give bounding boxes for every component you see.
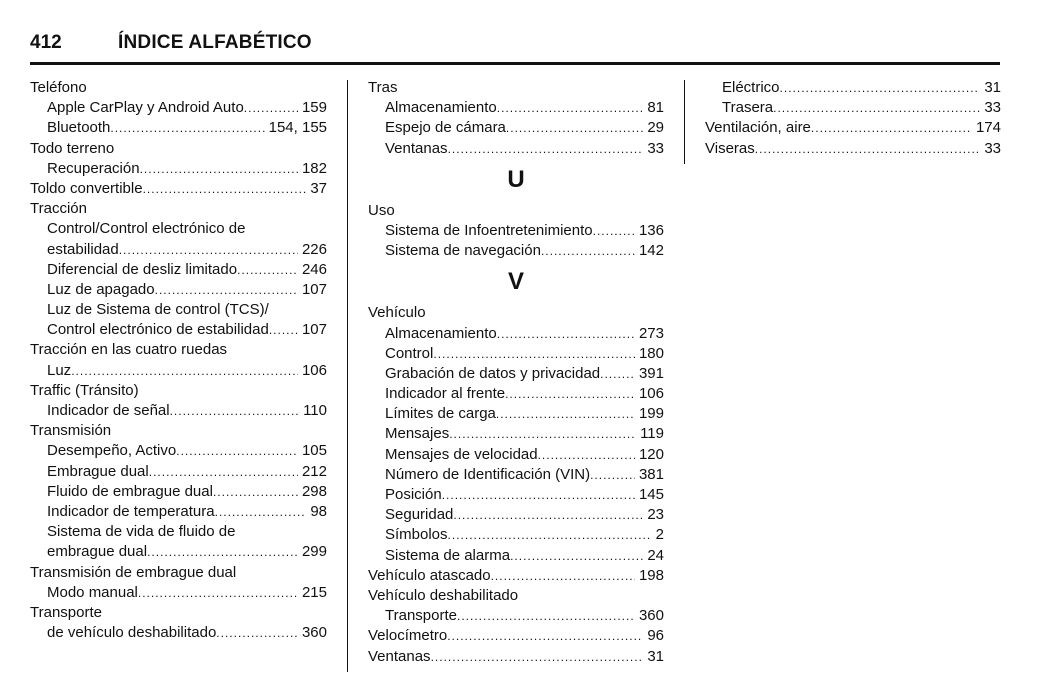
- index-entry: Seguridad ..... 23: [368, 505, 664, 525]
- index-heading: Uso: [368, 201, 395, 219]
- index-entry: Vehículo atascado ..... 198: [368, 566, 664, 586]
- index-heading: Tracción en las cuatro ruedas: [30, 341, 228, 359]
- index-entry: Ventilación, aire ..... 174: [705, 118, 1001, 138]
- index-heading: Teléfono: [30, 79, 87, 96]
- index-subheading: Sistema de vida de fluido de: [47, 523, 236, 541]
- index-heading: Vehículo: [368, 304, 426, 322]
- index-entry: de vehículo deshabilitado ..... 360: [30, 623, 327, 643]
- index-heading: Vehículo deshabilitado: [368, 586, 519, 604]
- index-entry: Control ..... 180: [368, 344, 664, 364]
- index-entry: Indicador de señal ..... 110: [30, 401, 327, 421]
- index-entry: Número de Identificación (VIN) ..... 381: [368, 465, 664, 485]
- index-heading: Traffic (Tránsito): [30, 381, 139, 399]
- index-entry: Almacenamiento ..... 81: [368, 98, 664, 118]
- index-heading: Transmisión de embrague dual: [30, 563, 237, 581]
- index-heading: Transporte: [30, 603, 102, 621]
- index-entry: Almacenamiento ..... 273: [368, 324, 664, 344]
- index-entry: Indicador al frente ..... 106: [368, 384, 664, 404]
- section-letter-v: V: [507, 268, 524, 296]
- index-heading: Transmisión: [30, 422, 112, 440]
- index-entry: Ventanas ..... 31: [368, 647, 664, 667]
- index-entry: Posición ..... 145: [368, 485, 664, 505]
- index-entry: Ventanas ..... 33: [368, 139, 664, 159]
- index-entry: embrague dual ..... 299: [30, 542, 327, 562]
- page-header: [30, 28, 1000, 62]
- index-entry: Mensajes ..... 119: [368, 424, 664, 444]
- index-entry: estabilidad ..... 226: [30, 240, 327, 260]
- index-entry: Embrague dual ..... 212: [30, 462, 327, 482]
- index-subheading: Control/Control electrónico de: [47, 220, 246, 238]
- index-entry: Indicador de temperatura ..... 98: [30, 502, 327, 522]
- index-column-3: [705, 78, 1001, 159]
- index-heading: Tracción: [30, 200, 87, 218]
- index-entry: Bluetooth ..... 154, 155: [30, 118, 327, 138]
- index-entry: Sistema de navegación ..... 142: [368, 241, 664, 261]
- index-entry: Luz ..... 106: [30, 361, 327, 381]
- index-entry: Límites de carga ..... 199: [368, 404, 664, 424]
- index-entry: Símbolos ..... 2: [368, 525, 664, 545]
- index-entry: Mensajes de velocidad ..... 120: [368, 445, 664, 465]
- column-divider-1: [347, 80, 348, 672]
- index-entry: Apple CarPlay y Android Auto ..... 159: [30, 98, 327, 118]
- index-heading: Todo terreno: [30, 139, 115, 157]
- index-entry: Sistema de Infoentretenimiento ..... 136: [368, 221, 664, 241]
- index-entry: Control electrónico de estabilidad ..... 107: [30, 320, 327, 340]
- index-entry: Recuperación ..... 182: [30, 159, 327, 179]
- index-entry: Velocímetro ..... 96: [368, 626, 664, 646]
- column-divider-2: [684, 80, 685, 164]
- index-entry: Desempeño, Activo ..... 105: [30, 441, 327, 461]
- index-entry: Transporte ..... 360: [368, 606, 664, 626]
- index-column-2: [368, 78, 664, 667]
- page-number: 412: [30, 32, 62, 53]
- index-entry: Toldo convertible ..... 37: [30, 179, 327, 199]
- index-entry: Eléctrico ..... 31: [705, 78, 1001, 98]
- section-letter-u: U: [507, 165, 525, 193]
- index-entry: Espejo de cámara ..... 29: [368, 118, 664, 138]
- index-entry: Grabación de datos y privacidad ..... 391: [368, 364, 664, 384]
- header-rule: [30, 62, 1000, 65]
- page-title: ÍNDICE ALFABÉTICO: [118, 32, 312, 53]
- index-entry: Trasera ..... 33: [705, 98, 1001, 118]
- index-heading: Tras: [368, 79, 398, 96]
- index-column-1: [30, 78, 327, 643]
- index-entry: Sistema de alarma ..... 24: [368, 546, 664, 566]
- index-entry: Luz de apagado ..... 107: [30, 280, 327, 300]
- index-entry: Viseras ..... 33: [705, 139, 1001, 159]
- index-entry: Modo manual ..... 215: [30, 583, 327, 603]
- index-entry: Diferencial de desliz limitado ..... 246: [30, 260, 327, 280]
- index-entry: Fluido de embrague dual ..... 298: [30, 482, 327, 502]
- index-subheading: Luz de Sistema de control (TCS)/: [47, 301, 269, 319]
